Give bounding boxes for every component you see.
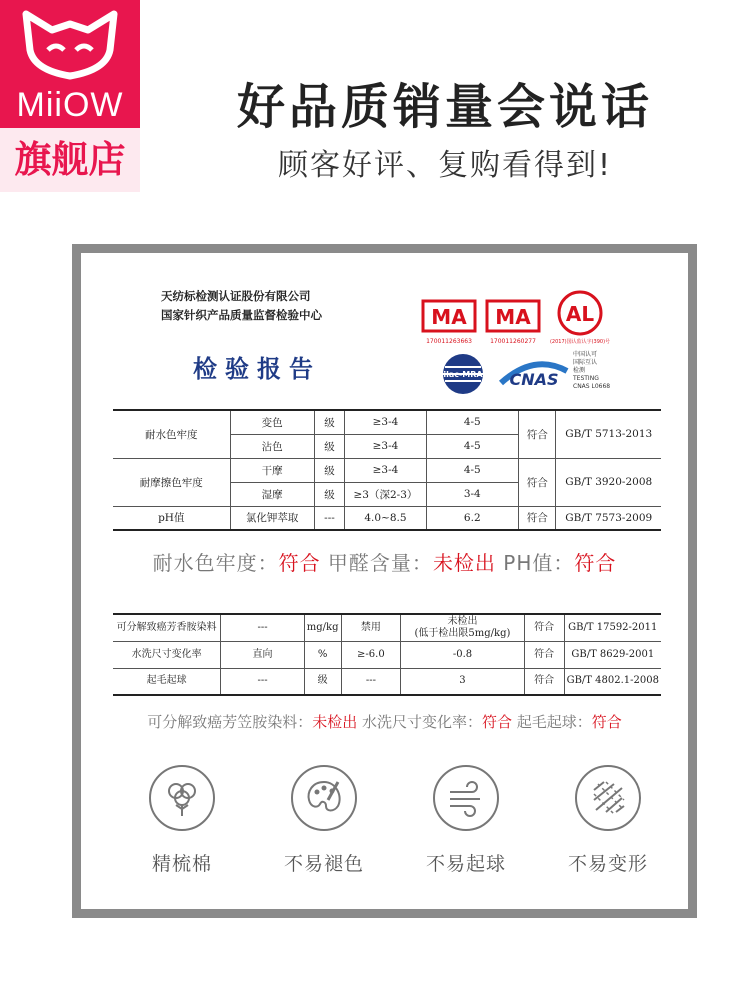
cal-note: (2017)国认监认字(390)号	[549, 339, 611, 345]
table-cell: GB/T 7573-2009	[556, 506, 661, 530]
cnas-line: 国际互认	[573, 359, 598, 366]
cnas-line: 检测	[573, 367, 586, 374]
cnas-text: CNAS	[509, 370, 559, 389]
table-cell: 3-4	[426, 482, 518, 506]
ilac-text: ilac-MRA	[443, 370, 483, 379]
feature-item	[406, 765, 526, 876]
ilac-icon	[433, 351, 493, 397]
report-frame	[72, 244, 697, 918]
subheadline: 顾客好评、复购看得到!	[277, 148, 613, 183]
table-cell: 6.2	[426, 506, 518, 530]
svg-text:AL: AL	[565, 302, 595, 326]
table-cell: 耐水色牢度	[113, 410, 230, 458]
table-cell: GB/T 4802.1-2008	[564, 668, 661, 695]
cat-logo-icon	[18, 10, 122, 80]
table-row	[113, 668, 661, 695]
summary-value: 符合	[574, 551, 617, 575]
table-cell: ≥3-4	[345, 410, 426, 434]
table-cell: 4-5	[426, 458, 518, 482]
brand-badge[interactable]	[0, 0, 140, 192]
cert-logos	[421, 289, 671, 399]
table-cell: 禁用	[341, 614, 401, 641]
cnas-caption	[573, 351, 610, 391]
cnas-line: CNAS L0668	[573, 383, 611, 390]
table-cell: %	[304, 641, 341, 668]
table-cell: GB/T 5713-2013	[556, 410, 661, 458]
table-cell: 4-5	[426, 410, 518, 434]
table-cell: 3	[401, 668, 524, 695]
cnas-icon	[497, 349, 571, 399]
table-cell: 级	[314, 482, 345, 506]
feature-item	[548, 765, 668, 876]
fabric-icon	[575, 765, 641, 831]
table-cell: 沾色	[230, 434, 314, 458]
table-cell: 级	[314, 434, 345, 458]
table-cell: ≥3（深2-3）	[345, 482, 426, 506]
feature-list	[81, 765, 688, 875]
table-cell: 可分解致癌芳香胺染料	[113, 614, 221, 641]
table-cell: GB/T 3920-2008	[556, 458, 661, 506]
table-row	[113, 614, 661, 641]
summary-value: 未检出	[312, 713, 358, 731]
table-cell: 变色	[230, 410, 314, 434]
org-name: 天纺标检测认证股份有限公司	[161, 289, 311, 303]
svg-text:MA: MA	[431, 305, 467, 329]
table-cell: GB/T 8629-2001	[564, 641, 661, 668]
feature-item	[264, 765, 384, 876]
feature-item	[122, 765, 242, 876]
cma-code-1: 170011263663	[426, 338, 472, 345]
store-label: 旗舰店	[0, 128, 140, 192]
feature-label: 不易变形	[567, 853, 648, 875]
table-cell: 湿摩	[230, 482, 314, 506]
summary-label: 可分解致癌芳笠胺染料：	[147, 713, 313, 731]
table-cell: ---	[221, 614, 305, 641]
table-cell: 符合	[518, 458, 555, 506]
report-org	[161, 287, 381, 325]
summary-label: 甲醛含量：	[320, 551, 433, 575]
report-table-1	[113, 409, 661, 531]
cma-icon	[421, 299, 477, 347]
table-row	[113, 458, 661, 482]
table-cell: 水洗尺寸变化率	[113, 641, 221, 668]
summary-label: PH值：	[495, 551, 575, 575]
summary-value: 未检出	[432, 551, 496, 575]
table-row	[113, 641, 661, 668]
table-cell: -0.8	[401, 641, 524, 668]
palette-icon	[291, 765, 357, 831]
table-cell: ≥-6.0	[341, 641, 401, 668]
table-row	[113, 410, 661, 434]
cotton-icon	[149, 765, 215, 831]
table-cell: 符合	[518, 410, 555, 458]
table-cell: ≥3-4	[345, 434, 426, 458]
summary-label: 水洗尺寸变化率：	[357, 713, 482, 731]
table-cell: ---	[221, 668, 305, 695]
table-cell: ---	[341, 668, 401, 695]
org-center: 国家针织产品质量监督检验中心	[161, 308, 322, 322]
table-cell: 符合	[524, 641, 564, 668]
report-title: 检验报告	[193, 354, 321, 383]
cnas-line: 中国认可	[573, 351, 598, 358]
summary-label: 起毛起球：	[512, 713, 592, 731]
table-cell: pH值	[113, 506, 230, 530]
table-cell: 级	[304, 668, 341, 695]
table-cell: 干摩	[230, 458, 314, 482]
table-cell: 符合	[524, 668, 564, 695]
summary-value: 符合	[482, 713, 513, 731]
cma-code-2: 170011260277	[490, 338, 536, 345]
cnas-line: TESTING	[573, 375, 599, 382]
table-cell: 级	[314, 458, 345, 482]
table-cell: 未检出 (低于检出限5mg/kg)	[401, 614, 524, 641]
wind-icon	[433, 765, 499, 831]
cal-icon	[549, 289, 611, 347]
table-cell: 符合	[518, 506, 555, 530]
table-cell: 耐摩擦色牢度	[113, 458, 230, 506]
table-cell: 直向	[221, 641, 305, 668]
svg-text:MA: MA	[495, 305, 531, 329]
table-cell: GB/T 17592-2011	[564, 614, 661, 641]
summary-value: 符合	[591, 713, 622, 731]
feature-label: 不易褪色	[283, 853, 364, 875]
summary-line-2	[81, 711, 688, 732]
table-cell: 4.0~8.5	[345, 506, 426, 530]
cma-icon	[485, 299, 541, 347]
table-cell: 符合	[524, 614, 564, 641]
table-cell: 4-5	[426, 434, 518, 458]
table-row	[113, 506, 661, 530]
table-cell: mg/kg	[304, 614, 341, 641]
summary-line-1	[81, 547, 688, 576]
headline: 好品质销量会说话	[236, 79, 653, 135]
table-cell: 起毛起球	[113, 668, 221, 695]
table-cell: 氯化钾萃取	[230, 506, 314, 530]
table-cell: 级	[314, 410, 345, 434]
feature-label: 精梳棉	[151, 853, 212, 875]
feature-label: 不易起球	[425, 853, 506, 875]
table-cell: ≥3-4	[345, 458, 426, 482]
report-table-2	[113, 613, 661, 696]
brand-logo-text: MiiOW	[16, 86, 124, 124]
summary-label: 耐水色牢度：	[152, 551, 279, 575]
table-cell: ---	[314, 506, 345, 530]
summary-value: 符合	[278, 551, 321, 575]
